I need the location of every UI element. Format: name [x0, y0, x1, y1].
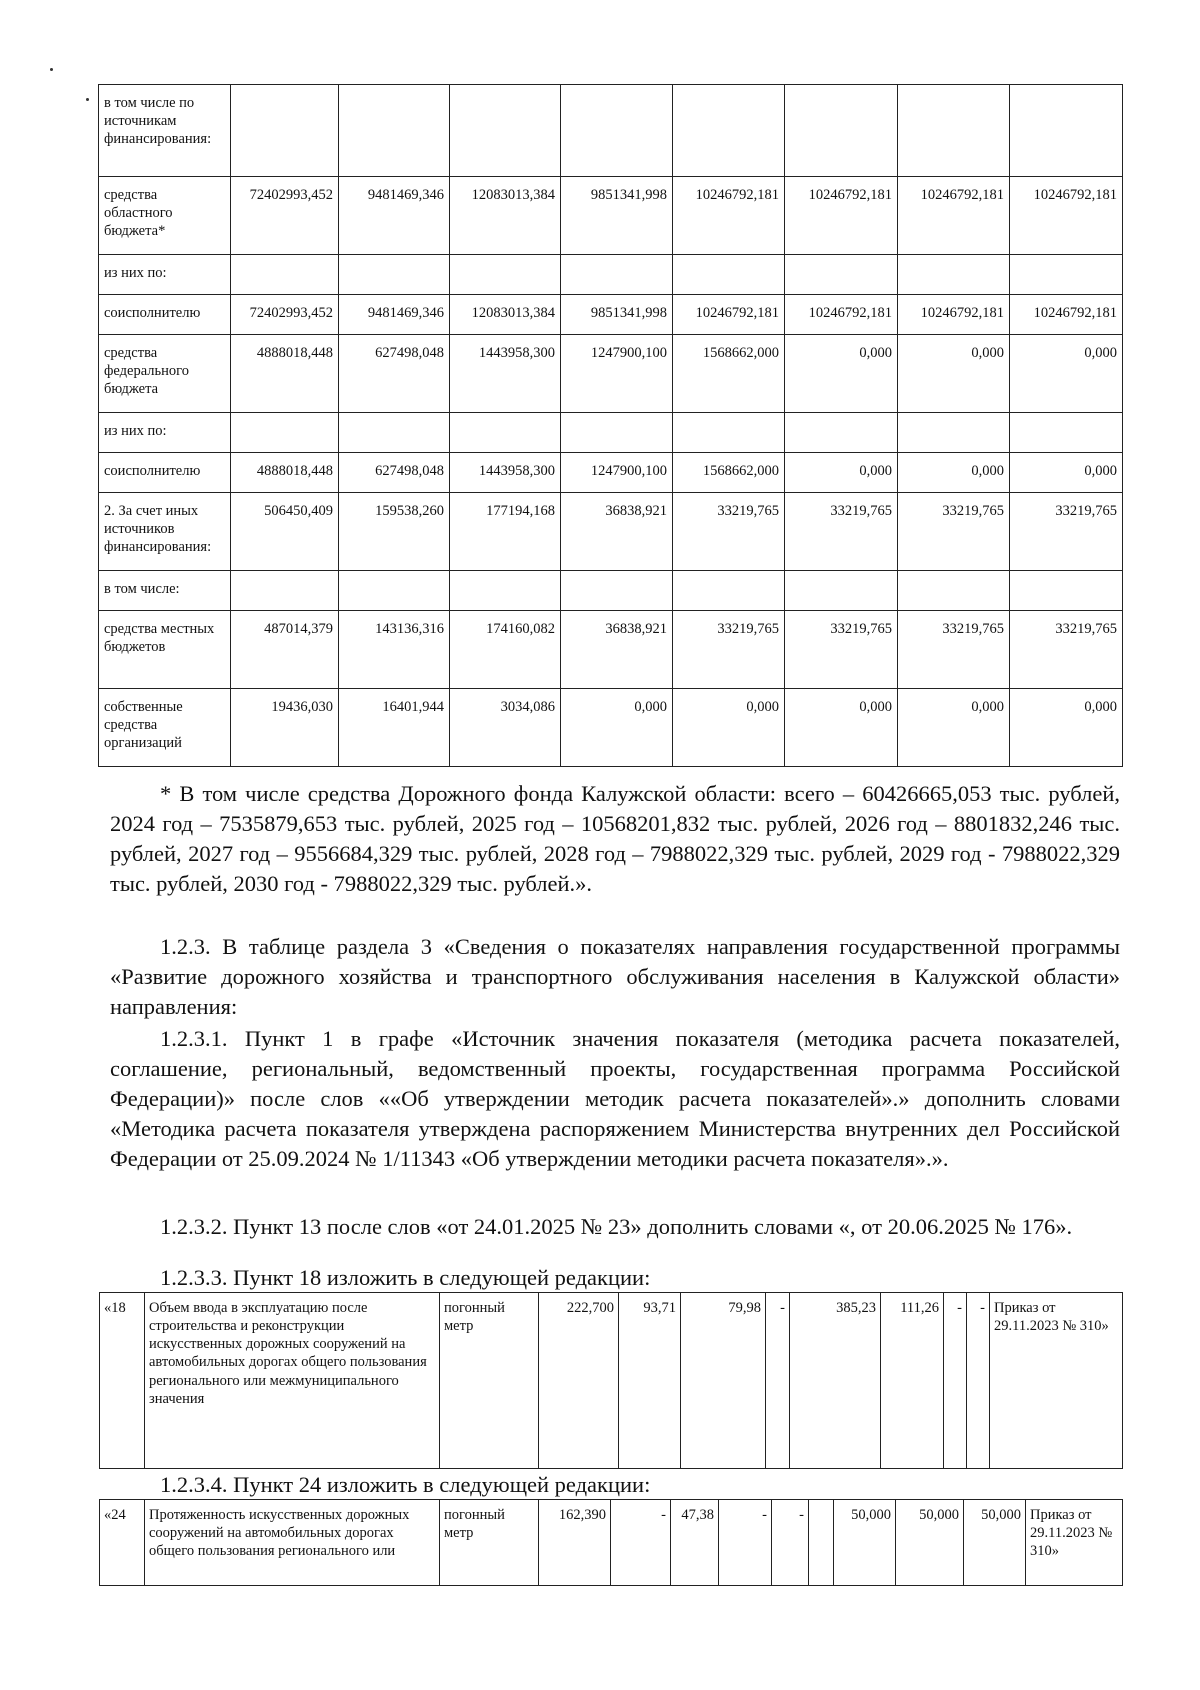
financing-cell [339, 85, 450, 177]
financing-cell [673, 255, 785, 295]
financing-row [99, 335, 1123, 413]
financing-row [99, 255, 1123, 295]
financing-cell: 143136,316 [339, 611, 450, 689]
financing-cell: 9851341,998 [561, 177, 673, 255]
item-24-table [99, 1499, 1123, 1586]
item-18-value: 93,71 [619, 1293, 681, 1469]
item-24-value: - [772, 1500, 809, 1586]
financing-cell [785, 413, 898, 453]
financing-row [99, 85, 1123, 177]
financing-cell: 0,000 [898, 453, 1010, 493]
financing-cell [561, 413, 673, 453]
item-24-value: 50,000 [896, 1500, 964, 1586]
financing-cell: 33219,765 [673, 493, 785, 571]
financing-row-label: 2. За счет иных источников финансирования: [99, 493, 231, 571]
financing-cell: 10246792,181 [785, 177, 898, 255]
financing-cell: 16401,944 [339, 689, 450, 767]
financing-cell [1010, 571, 1123, 611]
item-18-value: - [766, 1293, 790, 1469]
financing-cell [231, 571, 339, 611]
item-18-value: 111,26 [881, 1293, 944, 1469]
financing-cell: 159538,260 [339, 493, 450, 571]
financing-row-label: средства федерального бюджета [99, 335, 231, 413]
financing-cell: 4888018,448 [231, 453, 339, 493]
financing-cell: 10246792,181 [898, 295, 1010, 335]
financing-cell: 12083013,384 [450, 295, 561, 335]
item-18-table [99, 1292, 1123, 1469]
financing-cell [1010, 413, 1123, 453]
item-18-value: 222,700 [539, 1293, 619, 1469]
item-24-value: - [719, 1500, 772, 1586]
financing-cell: 1568662,000 [673, 335, 785, 413]
financing-cell: 487014,379 [231, 611, 339, 689]
financing-cell [339, 571, 450, 611]
financing-cell: 10246792,181 [785, 295, 898, 335]
financing-row [99, 611, 1123, 689]
scan-speck [50, 68, 53, 71]
financing-cell [785, 571, 898, 611]
financing-cell: 33219,765 [785, 611, 898, 689]
financing-cell [898, 413, 1010, 453]
financing-cell [673, 413, 785, 453]
item-18-value: 385,23 [790, 1293, 881, 1469]
financing-cell [898, 255, 1010, 295]
financing-cell: 36838,921 [561, 493, 673, 571]
financing-cell: 0,000 [898, 689, 1010, 767]
financing-cell: 627498,048 [339, 335, 450, 413]
financing-cell [231, 255, 339, 295]
financing-cell [785, 85, 898, 177]
financing-cell: 1443958,300 [450, 453, 561, 493]
item-24-value: - [611, 1500, 671, 1586]
financing-row [99, 571, 1123, 611]
financing-cell: 10246792,181 [1010, 295, 1123, 335]
financing-cell: 9481469,346 [339, 295, 450, 335]
financing-cell [450, 255, 561, 295]
financing-cell: 12083013,384 [450, 177, 561, 255]
item-24-value: 50,000 [964, 1500, 1026, 1586]
financing-cell: 72402993,452 [231, 295, 339, 335]
item-18-value: - [967, 1293, 990, 1469]
item-24-name: Протяженность искусственных дорожных сооружений на автомобильных дорогах общего пользования регионального или [145, 1500, 440, 1586]
financing-cell: 4888018,448 [231, 335, 339, 413]
item-24-blank [809, 1500, 834, 1586]
financing-cell: 10246792,181 [673, 177, 785, 255]
financing-cell: 0,000 [898, 335, 1010, 413]
financing-cell: 0,000 [1010, 453, 1123, 493]
financing-cell [1010, 255, 1123, 295]
financing-row-label: средства областного бюджета* [99, 177, 231, 255]
paragraph-1-2-3: 1.2.3. В таблице раздела 3 «Сведения о показателях направления государственной программы «Развитие дорожного хозяйства и транспортного обслуживания населения в Калужской области» направления: [110, 934, 1120, 1019]
financing-cell: 0,000 [673, 689, 785, 767]
financing-cell [561, 571, 673, 611]
financing-row-label: соисполнителю [99, 295, 231, 335]
financing-cell [231, 85, 339, 177]
financing-cell [450, 413, 561, 453]
financing-row-label: в том числе по источникам финансирования: [99, 85, 231, 177]
financing-cell: 174160,082 [450, 611, 561, 689]
item-24-number: «24 [100, 1500, 145, 1586]
financing-row-label: из них по: [99, 255, 231, 295]
financing-cell [561, 255, 673, 295]
item-18-number: «18 [100, 1293, 145, 1469]
financing-cell [561, 85, 673, 177]
financing-cell: 33219,765 [898, 611, 1010, 689]
financing-cell: 3034,086 [450, 689, 561, 767]
financing-cell: 0,000 [1010, 689, 1123, 767]
financing-cell: 627498,048 [339, 453, 450, 493]
financing-cell: 72402993,452 [231, 177, 339, 255]
item-24-value: 47,38 [671, 1500, 719, 1586]
financing-cell [231, 413, 339, 453]
financing-cell: 0,000 [785, 335, 898, 413]
paragraph-1-2-3-4: 1.2.3.4. Пункт 24 изложить в следующей редакции: [160, 1472, 651, 1497]
financing-cell [1010, 85, 1123, 177]
financing-cell [450, 85, 561, 177]
financing-cell: 9481469,346 [339, 177, 450, 255]
financing-row-label: средства местных бюджетов [99, 611, 231, 689]
financing-cell: 1247900,100 [561, 335, 673, 413]
financing-cell: 33219,765 [1010, 493, 1123, 571]
financing-row [99, 295, 1123, 335]
financing-cell: 9851341,998 [561, 295, 673, 335]
financing-row-label: в том числе: [99, 571, 231, 611]
scan-speck [86, 98, 89, 101]
financing-row [99, 413, 1123, 453]
financing-cell: 10246792,181 [1010, 177, 1123, 255]
financing-cell: 0,000 [561, 689, 673, 767]
paragraph-1-2-3-1: 1.2.3.1. Пункт 1 в графе «Источник значения показателя (методика расчета показателей, соглашение, региональный, ведомственный проекты, государственная программа Российской Федерации)» после слов ««Об утверждении методик расчета показателей».» дополнить словами «Методика расчета показателя утверждена распоряжением Министерства внутренних дел Российской Федерации от 25.09.2024 № 1/11343 «Об утверждении методики расчета показателя».». [110, 1026, 1120, 1171]
financing-row [99, 177, 1123, 255]
financing-cell: 177194,168 [450, 493, 561, 571]
footnote: * В том числе средства Дорожного фонда Калужской области: всего – 60426665,053 тыс. рублей, 2024 год – 7535879,653 тыс. рублей, 2025 год – 10568201,832 тыс. рублей, 2026 год – 8801832,246 тыс. рублей, 2027 год – 9556684,329 тыс. рублей, 2028 год – 7988022,329 тыс. рублей, 2029 год - 7988022,329 тыс. рублей, 2030 год - 7988022,329 тыс. рублей.». [110, 781, 1120, 896]
financing-row [99, 689, 1123, 767]
financing-cell: 33219,765 [673, 611, 785, 689]
item-24-value: 50,000 [834, 1500, 896, 1586]
financing-row [99, 493, 1123, 571]
item-18-unit: погонный метр [440, 1293, 539, 1469]
financing-cell: 33219,765 [1010, 611, 1123, 689]
financing-cell [673, 571, 785, 611]
financing-cell [450, 571, 561, 611]
paragraph-1-2-3-3: 1.2.3.3. Пункт 18 изложить в следующей редакции: [160, 1265, 651, 1290]
financing-table-body [99, 85, 1123, 767]
item-24-value: 162,390 [539, 1500, 611, 1586]
item-18-name: Объем ввода в эксплуатацию после строительства и реконструкции искусственных дорожных сооружений на автомобильных дорогах общего пользования регионального или межмуниципального значения [145, 1293, 440, 1469]
financing-cell [673, 85, 785, 177]
financing-cell: 19436,030 [231, 689, 339, 767]
financing-cell [339, 413, 450, 453]
financing-cell: 33219,765 [785, 493, 898, 571]
financing-cell [339, 255, 450, 295]
item-18-source: Приказ от 29.11.2023 № 310» [990, 1293, 1123, 1469]
financing-cell: 36838,921 [561, 611, 673, 689]
financing-cell: 0,000 [785, 689, 898, 767]
financing-cell: 1443958,300 [450, 335, 561, 413]
financing-table [98, 84, 1123, 767]
financing-row-label: соисполнителю [99, 453, 231, 493]
financing-cell: 506450,409 [231, 493, 339, 571]
financing-cell: 33219,765 [898, 493, 1010, 571]
financing-cell [898, 571, 1010, 611]
financing-cell: 1568662,000 [673, 453, 785, 493]
financing-row-label: собственные средства организаций [99, 689, 231, 767]
financing-cell [785, 255, 898, 295]
financing-cell: 10246792,181 [673, 295, 785, 335]
item-18-value: - [944, 1293, 967, 1469]
item-18-value: 79,98 [681, 1293, 766, 1469]
financing-cell: 0,000 [1010, 335, 1123, 413]
financing-cell: 10246792,181 [898, 177, 1010, 255]
financing-cell: 0,000 [785, 453, 898, 493]
item-24-unit: погонный метр [440, 1500, 539, 1586]
item-24-source: Приказ от 29.11.2023 № 310» [1026, 1500, 1123, 1586]
financing-row [99, 453, 1123, 493]
paragraph-1-2-3-2: 1.2.3.2. Пункт 13 после слов «от 24.01.2025 № 23» дополнить словами «, от 20.06.2025 № 176». [160, 1214, 1073, 1239]
financing-cell: 1247900,100 [561, 453, 673, 493]
financing-cell [898, 85, 1010, 177]
financing-row-label: из них по: [99, 413, 231, 453]
